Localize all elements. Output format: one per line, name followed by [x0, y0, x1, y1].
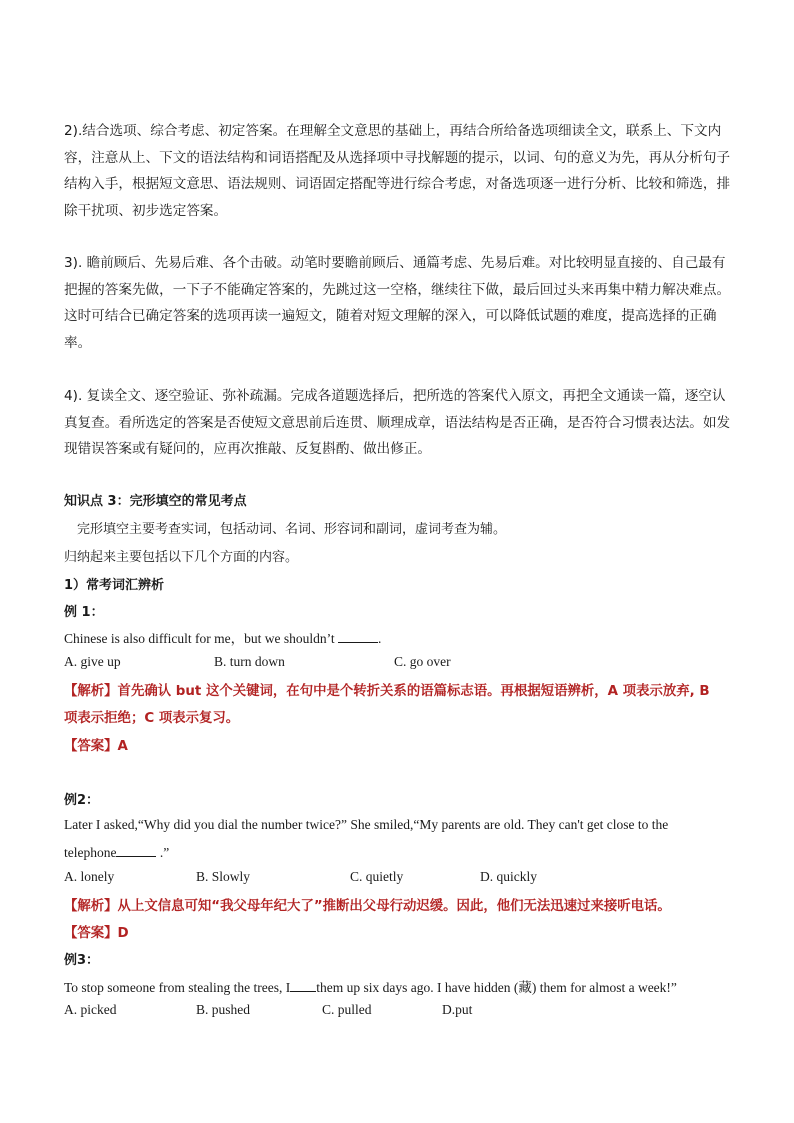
section-intro-2: 归纳起来主要包括以下几个方面的内容。	[64, 550, 299, 565]
example-1-answer: 【答案】A	[64, 739, 128, 754]
example-3-question	[64, 976, 677, 996]
example-2-question-end: .”	[159, 845, 170, 860]
example-3-option-c: C. pulled	[322, 1002, 372, 1017]
example-2-option-d: D. quickly	[480, 869, 537, 884]
subsection-heading: 1）常考词汇辨析	[64, 578, 165, 593]
answer-blank	[290, 979, 316, 992]
paragraph-step-4: 4). 复读全文、逐空验证、弥补疏漏。完成各道题选择后，把所选的答案代入原文，再把全文通读一篇，逐空认真复查。看所选定的答案是否使短文意思前后连贯、顺理成章，语法结构是否正确，是否符合习惯表达法。如发现错误答案或有疑问的，应再次推敲、反复斟酌、做出修正。	[64, 388, 731, 457]
example-2-analysis: 【解析】从上文信息可知“我父母年纪大了”推断出父母行动迟缓。因此，他们无法迅速过来接听电话。	[64, 899, 671, 914]
example-2-answer: 【答案】D	[64, 926, 129, 941]
example-2-label: 例2：	[64, 793, 100, 808]
paragraph-step-3: 3). 瞻前顾后、先易后难、各个击破。动笔时要瞻前顾后、通篇考虑、先易后难。对比较明显直接的、自己最有把握的答案先做，一下子不能确定答案的，先跳过这一空格，继续往下做，最后回过头来再集中精力解决难点。这时可结合已确定答案的选项再读一遍短文，随着对短文理解的深入，可以降低试题的难度，提高选择的正确率。	[64, 255, 731, 351]
example-1-option-a: A. give up	[64, 654, 121, 669]
example-1-analysis-line-2: 项表示拒绝；C 项表示复习。	[64, 711, 240, 726]
example-3-option-b: B. pushed	[196, 1002, 250, 1017]
example-1-option-b: B. turn down	[214, 654, 285, 669]
paragraph-step-2: 2).结合选项、综合考虑、初定答案。在理解全文意思的基础上，再结合所给备选项细读全文，联系上、下文内容，注意从上、下文的语法结构和词语搭配及从选择项中寻找解题的提示，以词、句的意义为先，再从分析句子结构入手，根据短文意思、语法规则、词语固定搭配等进行综合考虑，对备选项逐一进行分析、比较和筛选，排除干扰项、初步选定答案。	[64, 123, 731, 219]
example-1-label: 例 1：	[64, 605, 104, 620]
example-3-option-a: A. picked	[64, 1002, 117, 1017]
example-1-question-text: Chinese is also difficult for me，but we shouldn’t	[64, 631, 335, 646]
example-2-question-line-2	[64, 844, 169, 861]
example-2-option-c: C. quietly	[350, 869, 404, 884]
example-1-option-c: C. go over	[394, 654, 451, 669]
example-3-option-d: D.put	[442, 1002, 473, 1017]
example-3-question-end: ) them for almost a week!”	[531, 980, 677, 995]
example-3-question-mid: them up six days ago. I have hidden (	[316, 980, 519, 995]
example-2-question-line-1: Later I asked,“Why did you dial the number twice?” She smiled,“My parents are old. They can't get close to the	[64, 817, 669, 832]
example-3-question-chinese: 藏	[518, 980, 532, 996]
answer-blank	[116, 844, 156, 857]
example-1-analysis-line-1: 【解析】首先确认 but 这个关键词，在句中是个转折关系的语篇标志语。再根据短语辨析，A 项表示放弃, B	[64, 684, 710, 699]
section-heading: 知识点 3：完形填空的常见考点	[64, 494, 247, 509]
answer-blank	[338, 630, 378, 643]
example-1-question-end: .	[377, 631, 382, 646]
example-2-option-b: B. Slowly	[196, 869, 251, 884]
example-2-option-a: A. lonely	[64, 869, 115, 884]
section-intro-1: 完形填空主要考查实词，包括动词、名词、形容词和副词，虚词考查为辅。	[77, 522, 507, 537]
example-3-question-start: To stop someone from stealing the trees, I	[64, 980, 291, 995]
example-1-question	[64, 627, 381, 647]
example-2-question-start: telephone	[64, 845, 117, 860]
example-3-label: 例3：	[64, 953, 100, 968]
